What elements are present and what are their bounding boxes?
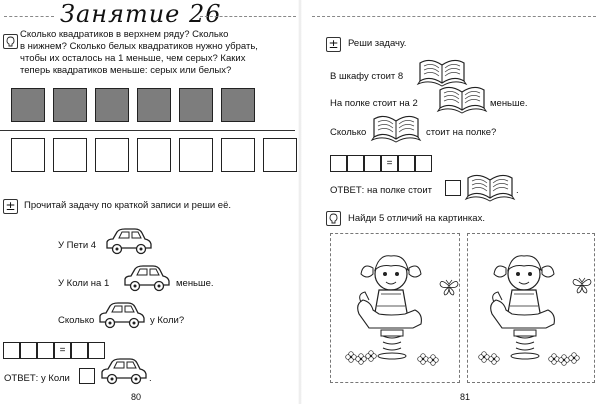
grey-square [179,88,213,122]
open-book-icon [466,172,514,202]
answer-prefix: ОТВЕТ: у Коли [4,373,70,384]
white-square [53,138,87,172]
open-book-icon [372,113,420,143]
line-question-suffix: у Коли? [150,315,185,326]
white-square [95,138,129,172]
line-shelf-prefix: На полке стоит на 2 [330,98,418,109]
butterfly-icon [439,276,459,296]
grey-square [137,88,171,122]
equation-cell[interactable] [20,342,37,359]
equation-cell[interactable] [37,342,54,359]
task-title: Реши задачу. [348,38,407,49]
header-hatch [312,16,596,18]
title-underline-right [200,16,296,18]
lesson-title: Занятие 26 [60,0,222,28]
divider-line [0,130,295,131]
white-square [137,138,171,172]
line-question-prefix: Сколько [58,315,95,326]
title-underline-left [4,16,54,18]
answer-dot: . [149,373,152,384]
equation-cell[interactable] [415,155,432,172]
task1-line1: Сколько квадратиков в верхнем ряду? Сколько [20,29,229,40]
car-icon [100,358,148,386]
task2-text: Прочитай задачу по краткой записи и реши её. [24,200,232,211]
lightbulb-icon [326,211,341,226]
plus-minus-icon: ± [3,199,18,214]
grey-square [95,88,129,122]
girl-on-horse-illustration [484,244,564,364]
line-cabinet: В шкафу стоит 8 [330,71,404,82]
flowers-right [548,352,588,366]
line-question-prefix: Сколько [330,127,367,138]
equation-cell[interactable] [398,155,415,172]
white-square [11,138,45,172]
white-square [221,138,255,172]
answer-prefix: ОТВЕТ: на полке стоит [330,185,432,196]
equation-cell[interactable] [364,155,381,172]
page-number: 80 [131,392,142,402]
equation-equals: = [54,342,71,359]
line-petya: У Пети 4 [58,240,97,251]
butterfly-icon [572,274,592,294]
task1-line3: чтобы их осталось на 1 меньше, чем серых? Каких [20,53,246,64]
white-square [263,138,297,172]
answer-box[interactable] [445,180,461,196]
equation-equals: = [381,155,398,172]
white-square [179,138,213,172]
page-number: 81 [460,392,471,402]
answer-box[interactable] [79,368,95,384]
grey-square [53,88,87,122]
grey-square [221,88,255,122]
answer-dot: . [516,185,519,196]
equation-cell[interactable] [347,155,364,172]
picture-left [330,233,460,383]
equation-cell[interactable] [3,342,20,359]
flowers-right [417,352,447,366]
car-icon [123,265,171,293]
differences-task: Найди 5 отличий на картинках. [348,213,485,224]
task1-line4: теперь квадратиков меньше: серых или белых? [20,65,232,76]
line-shelf-suffix: меньше. [490,98,528,109]
car-icon [105,228,153,256]
open-book-icon [418,57,466,87]
equation-cell[interactable] [330,155,347,172]
girl-on-horse-illustration [351,244,431,364]
right-page [300,0,600,404]
equation-cell[interactable] [71,342,88,359]
open-book-icon [438,84,486,114]
flowers-row [478,350,538,364]
picture-right [467,233,595,383]
task1-line2: в нижнем? Сколько белых квадратиков нужно убрать, [20,41,258,52]
equation-cell[interactable] [88,342,105,359]
line-kolya-prefix: У Коли на 1 [58,278,110,289]
grey-square [11,88,45,122]
lightbulb-icon [3,34,18,49]
flowers-row [345,350,405,364]
plus-minus-icon: ± [326,37,341,52]
car-icon [98,302,146,330]
line-question-suffix: стоит на полке? [426,127,497,138]
line-kolya-suffix: меньше. [176,278,214,289]
